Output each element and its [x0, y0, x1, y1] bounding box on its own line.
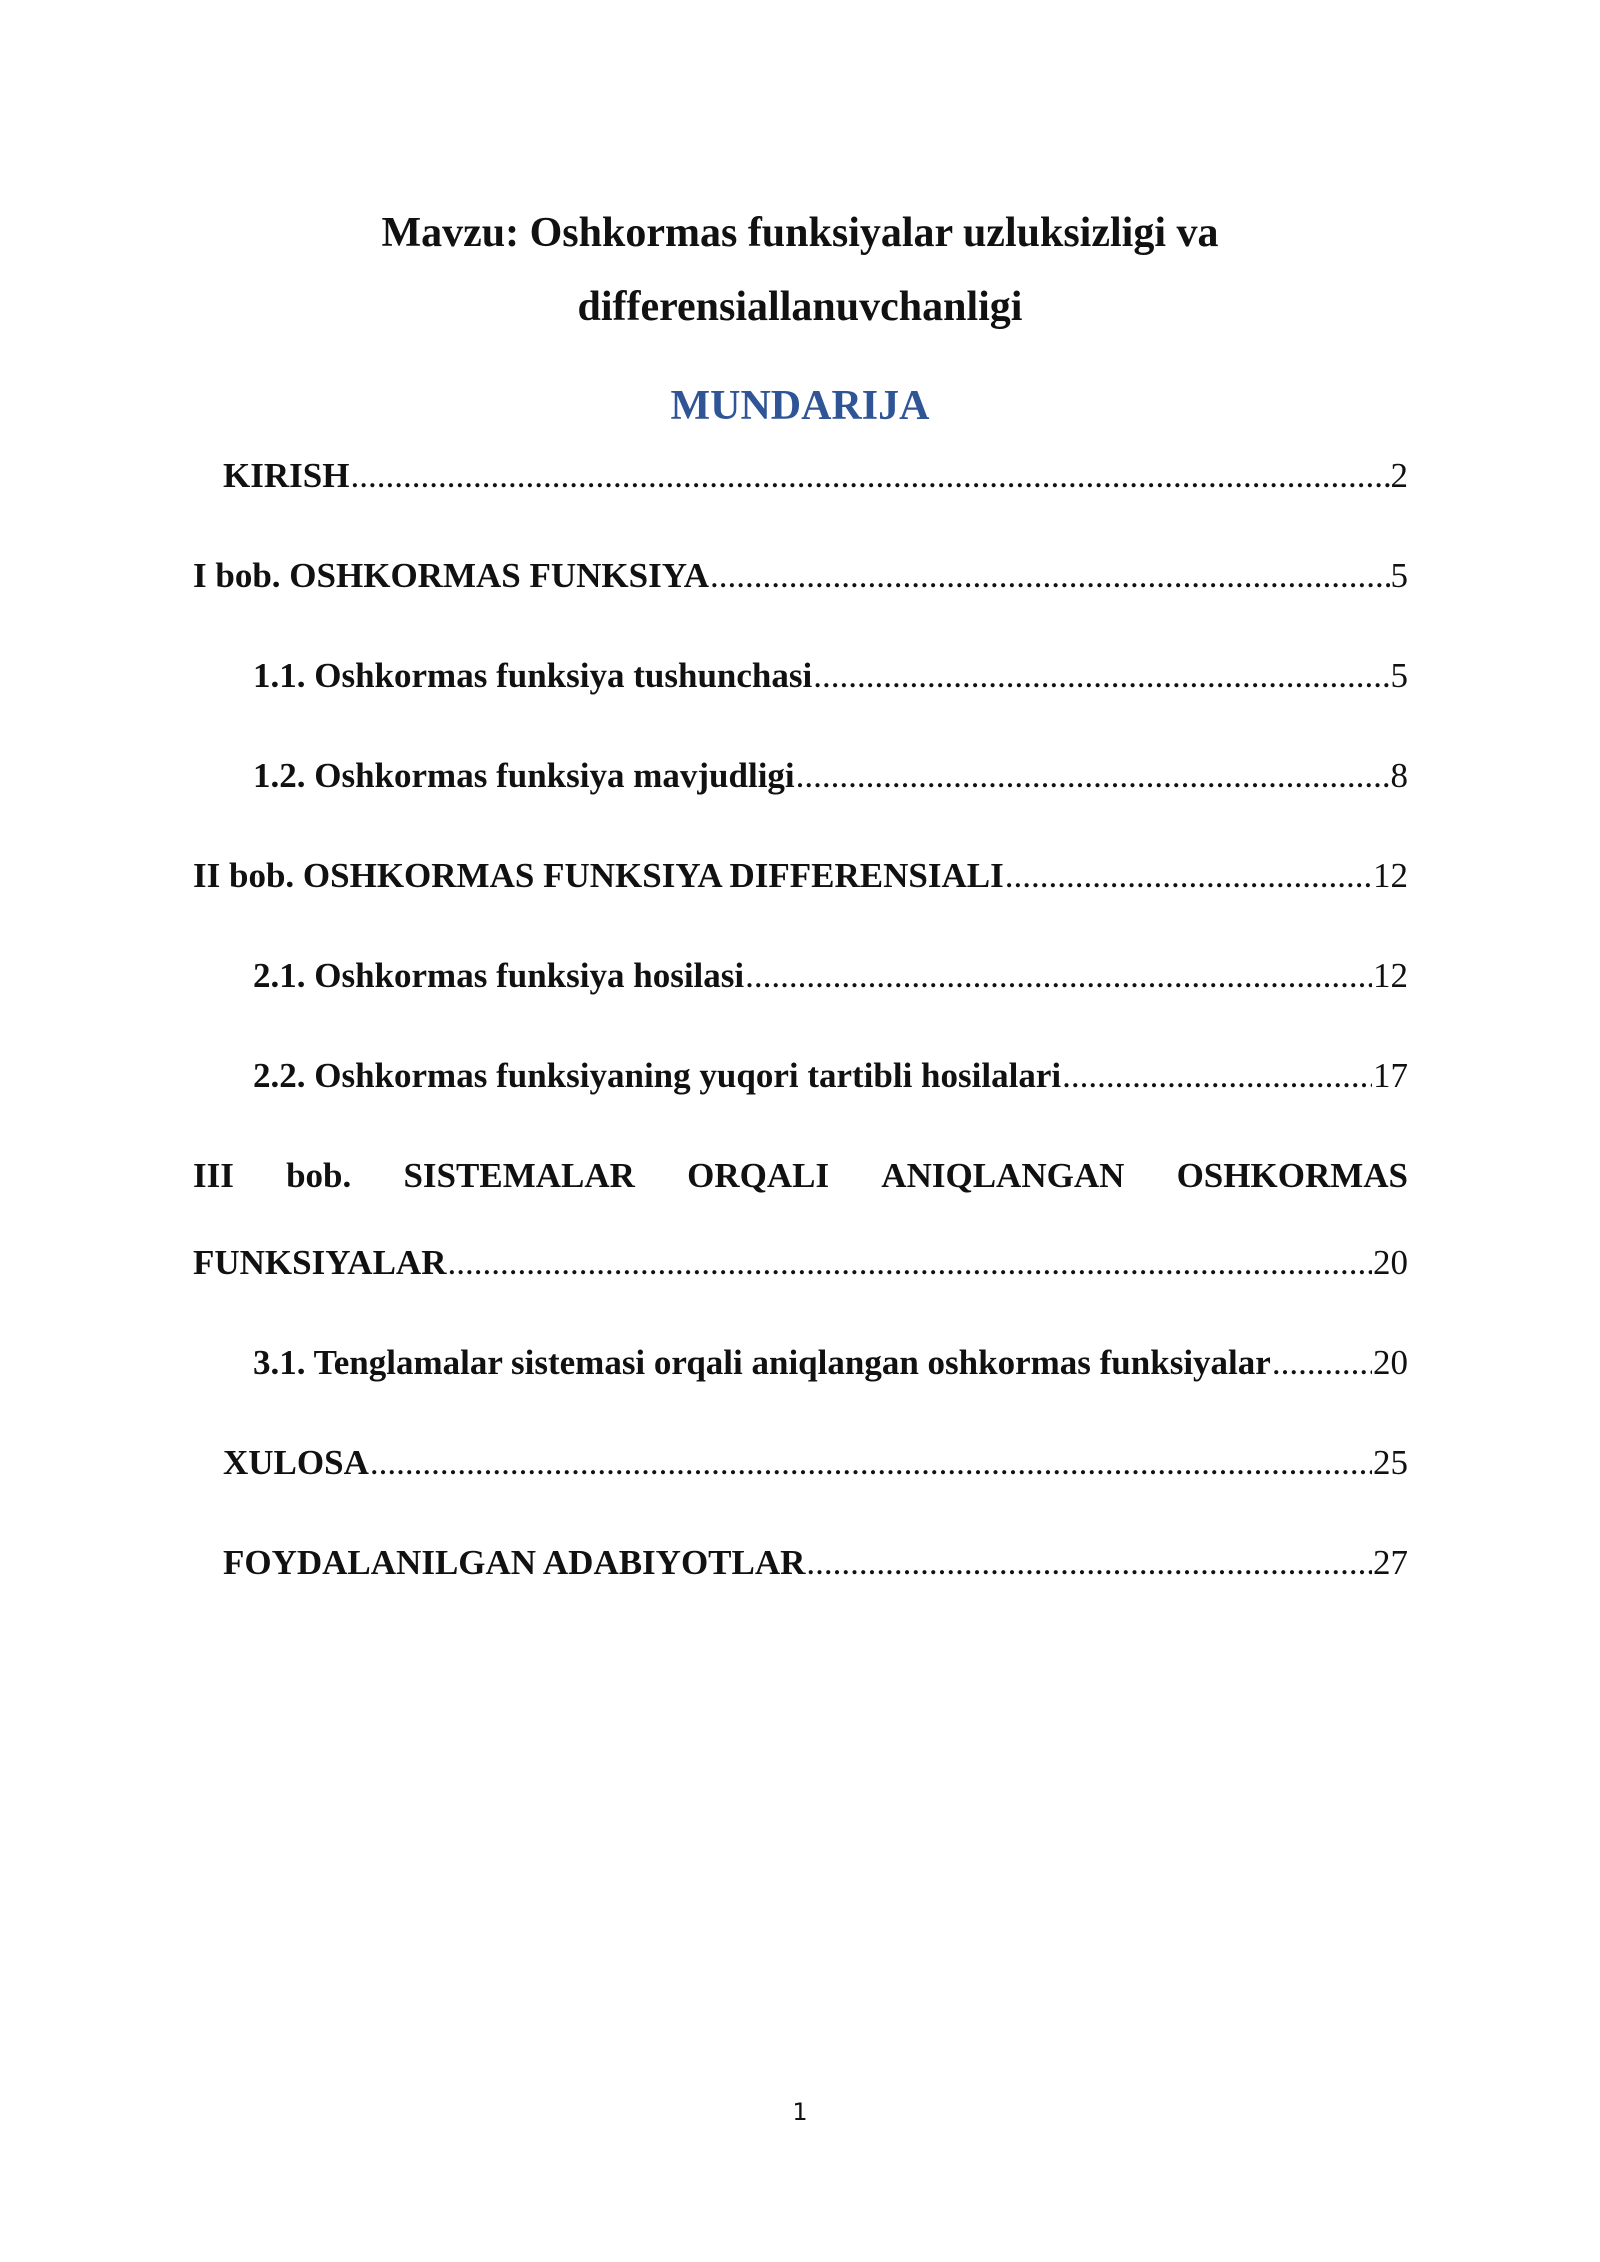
dot-leader: [1005, 856, 1372, 896]
toc-entry-label-word: III: [193, 1156, 234, 1195]
toc-entry-page: 5: [1390, 556, 1408, 595]
toc-entry-label: 1.2. Oshkormas funksiya mavjudligi: [253, 756, 795, 795]
toc-entry-page: 5: [1390, 656, 1408, 695]
dot-leader: [710, 556, 1389, 596]
toc-entry-page: 20: [1373, 1343, 1408, 1382]
page-number: 1: [792, 2098, 808, 2126]
toc-entry-label: 3.1. Tenglamalar sistemasi orqali aniqlangan oshkormas funksiyalar: [253, 1343, 1271, 1382]
toc-entry-references[interactable]: [223, 1543, 1408, 1583]
dot-leader: [745, 956, 1372, 996]
dot-leader: [1062, 1056, 1372, 1096]
dot-leader: [796, 756, 1390, 796]
toc-entry-label: 2.2. Oshkormas funksiyaning yuqori tartibli hosilalari: [253, 1056, 1062, 1095]
toc-entry-chapter-2[interactable]: [193, 856, 1408, 896]
toc-entry-section-2-1[interactable]: [253, 956, 1408, 996]
toc-entry-chapter-3-line-2[interactable]: [193, 1243, 1408, 1283]
toc-entry-label: FUNKSIYALAR: [193, 1243, 447, 1282]
dot-leader: [813, 656, 1389, 696]
toc-entry-label: I bob. OSHKORMAS FUNKSIYA: [193, 556, 710, 595]
toc-entry-section-1-2[interactable]: [253, 756, 1408, 796]
dot-leader: [370, 1443, 1372, 1483]
toc-entry-section-3-1[interactable]: [253, 1343, 1408, 1383]
toc-entry-page: 20: [1373, 1243, 1408, 1282]
toc-entry-chapter-1[interactable]: [193, 556, 1408, 596]
toc-entry-label-word: OSHKORMAS: [1176, 1156, 1408, 1195]
toc-entry-page: 17: [1373, 1056, 1408, 1095]
toc-entry-page: 12: [1373, 956, 1408, 995]
toc-entry-kirish[interactable]: [223, 456, 1408, 496]
toc-heading: MUNDARIJA: [670, 383, 930, 429]
toc-entry-page: 12: [1373, 856, 1408, 895]
toc-entry-page: 27: [1373, 1543, 1408, 1582]
toc-entry-section-2-2[interactable]: [253, 1056, 1408, 1096]
toc-entry-page: 25: [1373, 1443, 1408, 1482]
toc-entry-label: FOYDALANILGAN ADABIYOTLAR: [223, 1543, 806, 1582]
toc-entry-label: XULOSA: [223, 1443, 369, 1482]
dot-leader: [1272, 1343, 1372, 1383]
dot-leader: [350, 456, 1389, 496]
toc-entry-page: 8: [1390, 756, 1408, 795]
toc-entry-label: 1.1. Oshkormas funksiya tushunchasi: [253, 656, 813, 695]
document-title: [200, 196, 1400, 344]
toc-entry-label: II bob. OSHKORMAS FUNKSIYA DIFFERENSIALI: [193, 856, 1004, 895]
toc-entry-xulosa[interactable]: [223, 1443, 1408, 1483]
toc-entry-label-word: bob.: [286, 1156, 352, 1195]
dot-leader: [806, 1543, 1372, 1583]
toc-entry-label: 2.1. Oshkormas funksiya hosilasi: [253, 956, 745, 995]
dot-leader: [447, 1243, 1372, 1283]
title-line-2: differensiallanuvchanligi: [577, 284, 1023, 330]
toc-entry-label-word: ANIQLANGAN: [881, 1156, 1125, 1195]
toc-entry-label-word: ORQALI: [687, 1156, 830, 1195]
toc-entry-label: KIRISH: [223, 456, 350, 495]
title-line-1: Mavzu: Oshkormas funksiyalar uzluksizligi va: [381, 210, 1219, 256]
toc-entry-section-1-1[interactable]: [253, 656, 1408, 696]
toc-entry-page: 2: [1390, 456, 1408, 495]
toc-entry-chapter-3-line-1[interactable]: [193, 1156, 1408, 1196]
toc-entry-label-word: SISTEMALAR: [403, 1156, 635, 1195]
